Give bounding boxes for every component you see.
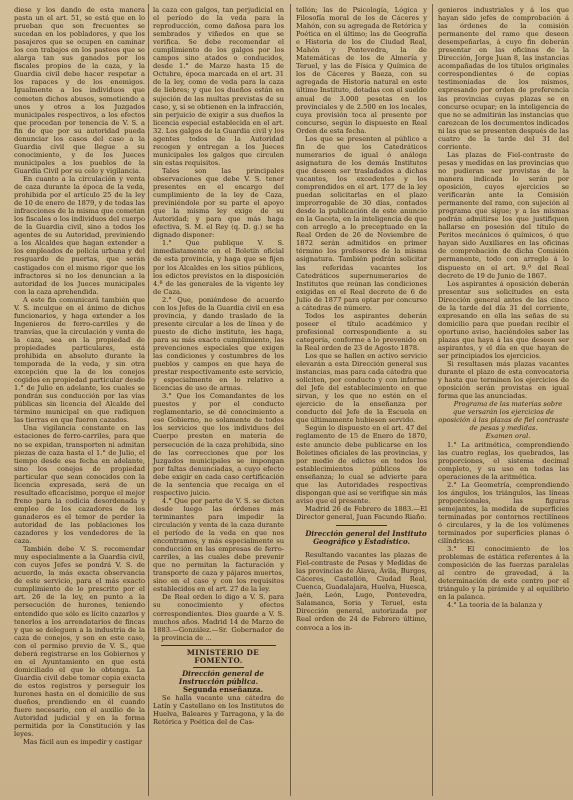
- exam-item: 1.° La aritmética, comprendiendo las cuatro reglas, los quebrados, las proporciones, el sistema decimal completo, y su uso en todas las operaciones de la aritmética.: [438, 440, 569, 481]
- paragraph: A este fin comunicará también que V. S. inculque en el ánimo de dichos funcionarios, y haga extender a los Ingenieros de ferro-carriles y de tranvías, que la circulación y venta de la caza, sea en la propiedad de propiedades particulares, está prohibida en absoluto durante la temporada de la veda, y sin otra excepción que la de los conejos cogidos en propiedad particular desde 1.° de Julio en adelante, los cuales se pondrán sus conducción por las vías públicas sin licencia del Alcalde del término municipal en que radiquen las tierras en que fueron cazados.: [14, 295, 145, 425]
- section-rule: [336, 525, 387, 526]
- paragraph: la caza con galgos, tan perjudicial en el período de la veda para la reproducción, como dañosa para los sembrados y viñedos en que se verifica. Se debe recomendar el cumplimiento de los galgos por los campos sino atados o conducidos, desde 1.° de Marzo hasta 15 de Octubre, época marcada en el art. 31 de la ley, como de veda para la caza de liebres; y que los dueños están en sujeción de las multas previstas de su caso, y, si se obtienen en la infracción, sin perjuicio de exigir a sus dueños la licencia especial establecida en el art. 32. Los galgos de la Guardia civil y los agentes todos de la Autoridad recogen y entregan a los Jueces municipales los galgos que circulen sin estas requisitos.: [153, 6, 284, 167]
- paragraph: tellón; las de Psicología, Lógica y Filosofía moral de los de Cáceres y Mahón, con su agregada de Retórica y Poética en el último; las de Geografía e Historia de los de Ciudad Real, Mahón y Pontevedra, la de Matemáticas de los de Almería y Teruel, y las de Física y Química de los de Cáceres y Baeza, con su agregada de Historia natural en este último Instituto, dotadas con el sueldo anual de 3.000 pesetas en los provinciales y de 2.500 en los locales, cuya provisión toca al presente por concurso, según lo dispuesto en Real Orden de esta fecha.: [296, 6, 427, 135]
- paragraph: Tales son las principales observaciones que debe V. S. tener presentes en el encargo del cumplimiento de la ley de Caza, previniéndole por su parte el apoyo que la misma ley exige de su Autoridad; y para que más haga efectiva, S. M. el Rey (q. D. g.) se ha dignado disponer:: [153, 166, 284, 240]
- column-divider: [432, 4, 433, 796]
- column-divider: [148, 4, 149, 796]
- paragraph: Los que se hallen en activo servicio elevarán a esta Dirección general sus instancias, mas para cada cátedra que soliciten, por conducto y con informe del Jefe del establecimiento en que sirvan, y los que no estén en el ejercicio de la enseñanza por conducto del Jefe de la Escuela en que últimamente hubiesen servido.: [296, 352, 427, 425]
- paragraph: Si resultasen más plazas vacantes durante el plazo de esta convocatoria y hasta que terminen los ejercicios de oposición serán provistas en igual forma que las anunciadas.: [438, 360, 569, 401]
- paragraph: 3.° Que los Comandantes de los puestos y por el conducto reglamentario, se dé conocimiento a ese Gobierno, no solamente de todos los servicios que los individuos del Cuerpo presten en materia de persecución de la caza prohibida, sino de las correcciones que por los Juzgados municipales se impongan por faltas denunciadas, a cuyo efecto debe exigir en cada caso certificación de la sentencia que recaiga en el respectivo juicio.: [153, 392, 284, 497]
- exam-item: 3.° El conocimiento de los problemas de estática referentes á la composición de las fuerzas paralelas al centro de gravedad, á la determinación de este centro por el triángulo y la pirámide y al equilibrio en la palanca.: [438, 545, 569, 602]
- paragraph: 1.° Que publique V. S. inmediatamente en el Boletín oficial de esta provincia, y haga que se fijen por los Alcaldes en los sitios públicos, los edictos previstos en la disposición 4.ª de las generales de la vigente ley de Caza.: [153, 239, 284, 296]
- section-heading: Segunda enseñanza.: [182, 684, 264, 694]
- column-4: [438, 6, 569, 610]
- column-1: [14, 6, 145, 746]
- paragraph: Madrid 26 de Febrero de 1883.—El Director general, Juan Facundo Riaño.: [296, 504, 427, 521]
- ministry-heading: MINISTERIO DE FOMENTO.: [186, 647, 260, 665]
- paragraph: 2.° Que, poniéndose de acuerdo con los Jefes de la Guardia civil en esa provincia, y dando traslado de la presente circular a los de línea y de puesto de dicho instituto, les haga, para su más exacto cumplimiento, las prevenciones especiales que exigen las condiciones y costumbres de los pueblos y campos en que haya de prestar respectivamente este servicio, y especialmente en lo relativo a licencias de uso de armas.: [153, 295, 284, 393]
- section-rule: [193, 667, 244, 668]
- paragraph: En cuanto a la circulación y venta de caza durante la época de la veda, prohibida por el artículo 25 de la ley de 10 de enero de 1879, y de todas las infracciones de la misma que cometan los fiscales o los individuos del cuerpo de la Guardia civil, sino a todos los agentes de su Autoridad, previniendo a los Alcaldes que hagan extender a los empleados de policía urbana y del resguardo de puertas, que serán castigados con el mismo rigor que los infractores si no los denuncian a la autoridad de los Jueces municipales con la caza aprehendida.: [14, 174, 145, 296]
- paragraph: También debe V. S. recomendar muy especialmente a la Guardia civil, con cuyos Jefes se pondrá V. S. de acuerdo, la más exacta observancia de este servicio, para el más exacto cumplimiento de lo prescrito por el art. 26 de la ley, en punto a la persecución de hurones, teniendo entendido que sólo es lícito cazarlos y tenerlos a los arrendatarios de fincas y que se deleguen a la industria de la caza de conejos, y son en este caso, con el permiso previo de V. S., que deberá registrarse en los Gobiernos y en el Ayuntamiento en que está domiciliado el que lo obtenga. La Guardia civil debe tomar copia exacta de estos registros y perseguir los hurones hasta en el domicilio de sus dueños, prendiendo en él cuando fuere necesario, con el auxilio de la Autoridad judicial y en la forma permitida por la Constitución y las leyes.: [14, 545, 145, 739]
- paragraph: Los que se presenten al público a fin de que los Catedráticos numerarios de igual ó análoga asignatura de los demás Institutos que deseen ser trasladados a dichas vacantes, los excedentes y los comprendidos en el art. 177 de la ley puedan solicitarlas en el plazo improrrogable de 30 días, contados desde la publicación de este anuncio en la Gaceta, en la inteligencia de que con arreglo a lo preceptuado en la Real Orden de 26 de Noviembre de 1872 serán admitidos en primer término los profesores de la misma asignatura. También podrán solicitar las referidas vacantes los Catedráticos supernumerarios de Institutos que reúnan las condiciones exigidas en el Real decreto de 6 de Julio de 1877 para optar por concurso a cátedras de número.: [296, 134, 427, 312]
- exam-heading: Examen oral.: [485, 432, 531, 441]
- paragraph: Una vigilancia constante en las estaciones de ferro-carriles, para que no se expidan, transporten ni admitan piezas de caza hasta el 1.° de Julio, el tiempo desde esa fecha en adelante, sino los conejos de propiedad particular que sean conocidos con la licencia expresada, será de un resultado eficacísimo, porque el mejor freno para la codicia desordenada y empleo de los cazadores de los ganaderos es el temor de perder la autoridad de las poblaciones los cazadores y los vendedores de la caza.: [14, 424, 145, 546]
- paragraph: Mas fácil aun es impedir y castigar: [23, 738, 143, 747]
- paragraph: diese y los dando de esta manera pasta un el art. 51, se está que en lo prueban que son frecuentes se sucedan en los pobladores, y que los pasajeros que se ocupen en caminar los con trabajos en los pasteos que se alarga tan sus ganados por los fiscales propios de la caza, y la Guardia civil debe hacer respetar a los rapaces y de los enemigos. Igualmente a los individuos que cometen dichos abusos, sometiendo a unos y otros a los Juzgados municipales respectivos, a los efectos que procedan por tenencia de V. S. a fin de que por su autoridad pueda denunciar los casos del caso a la Guardia civil que llegue a su conocimiento, y de los Jueces municipales a los pueblos de la Guardia Civil por su celo y vigilancia.: [14, 6, 145, 175]
- program-title: Programa de las materias sobre que versarán los ejercicios de oposición á las plazas de fiel contraste de pesas y medidas.: [438, 400, 569, 433]
- paragraph: De Real orden lo digo a V. S. para su conocimiento y efectos correspondientes. Dios guarde a V. S. muchos años. Madrid 14 de Marzo de 1883.—González.—Sr. Gobernador de la provincia de ...: [153, 593, 284, 642]
- paragraph: Los aspirantes á oposición deberán presentar sus solicitudes en esta Dirección general antes de las cinco de la tarde del día 31 del corriente, expresando en ella las señas de su domicilio para que puedan recibir el oportuno aviso, haciéndoles saber las plazas que haya á las que deseen ser aspirantes, y el día en que hayan de ser principiados los ejercicios.: [438, 279, 569, 361]
- column-3: [296, 6, 427, 632]
- column-2: [153, 6, 284, 726]
- paragraph: Se halla vacante una cátedra de Latín y Castellano en los Institutos de Huelva, Baleares y Tarragona, y la de Retórica y Poética del de Cas-: [153, 693, 284, 727]
- column-divider: [290, 4, 291, 796]
- paragraph: Según lo dispuesto en el art. 47 del reglamento de 15 de Enero de 1870, este anuncio debe publicarse en los Boletines oficiales de las provincias, y por medio de edictos en todos los establecimientos públicos de enseñanza; lo cual se advierte para que las Autoridades respectivas dispongan que así se verifique sin más aviso que el presente.: [296, 424, 428, 505]
- exam-item: 4.° La teoría de la balanza y: [447, 601, 543, 610]
- paragraph: Las plazas de Fiel-contraste de pesas y medidas en las provincias que no pudieran ser provistas de la manera indicada lo serán por oposición, cuyos ejercicios se verificarán ante la Comisión permanente del ramo, con sujeción al programa que sigue; y a las mismas podrán admitirse los que justifiquen hallarse en posesión del título de Peritos mecánicos ó químicos, ó que hayan sido Auxiliares en las oficinas de comprobación de dicha Comisión permanente, todo con arreglo á lo dispuesto en el art. 9.º del Real decreto de 19 de Junio de 1867.: [438, 150, 569, 280]
- paragraph: 4.° Que por parte de V. S. se dicten desde luego las órdenes más terminantes para impedir la circulación y venta de la caza durante el período de la veda en que nos encontramos, y más especialmente su conducción en las empresas de ferro-carriles, a las cuales debe prevenir que no permitan la facturación y transporte de caza y pájaros muertos, sino en el caso y con los requisitos establecidos en el art. 27 de la ley.: [153, 496, 284, 594]
- direction-heading: Dirección general del Instituto Geográfico y Estadístico.: [305, 529, 427, 547]
- exam-item: 2.° La Geometría, comprendiendo los ángulos, los triángulos, las líneas proporcionales, las figuras semejantes, la medida de superficies terminadas por contornos rectilíneos ó circulares, y la de los volúmenes terminados por superficies planas ó cilíndricas.: [438, 480, 569, 546]
- section-rule: [161, 645, 276, 646]
- paragraph: Todos los aspirantes deberán poseer el título académico y profesional correspondiente a su categoría, conforme a lo prevenido en la Real orden de 23 de Agosto 1878.: [296, 311, 427, 352]
- direction-heading: Dirección general de Instrucción pública.: [178, 668, 264, 686]
- paragraph: Resultando vacantes las plazas de Fiel-contraste de Pesas y Medidas de las provincias de Álava, Ávila, Burgos, Cáceres, Castellón, Ciudad Real, Cuenca, Guadalajara, Huelva, Huesca, Jaén, León, Lugo, Pontevedra, Salamanca, Soria y Teruel, esta Dirección general, autorizada por Real orden de 24 de Febrero último, convoca a los in-: [296, 551, 427, 632]
- paragraph: genieros industriales y á los que hayan sido jefes de comprobación á las órdenes de la comisión permanente del ramo que deseen desempeñarlas, á cuyo fin deberán presentar en las oficinas de la Dirección, Jorge Juan 8, las instancias acompañadas de los títulos originales correspondientes ó de copias testimoniadas de los mismos, expresando por orden de preferencia las provincias cuyas plazas se en concurso ocupar; en la inteligencia de que no se admitirán las instancias que carezcan de los documentos indicados ni las que se presenten después de las cuatro de la tarde del 31 del corriente.: [438, 6, 569, 151]
